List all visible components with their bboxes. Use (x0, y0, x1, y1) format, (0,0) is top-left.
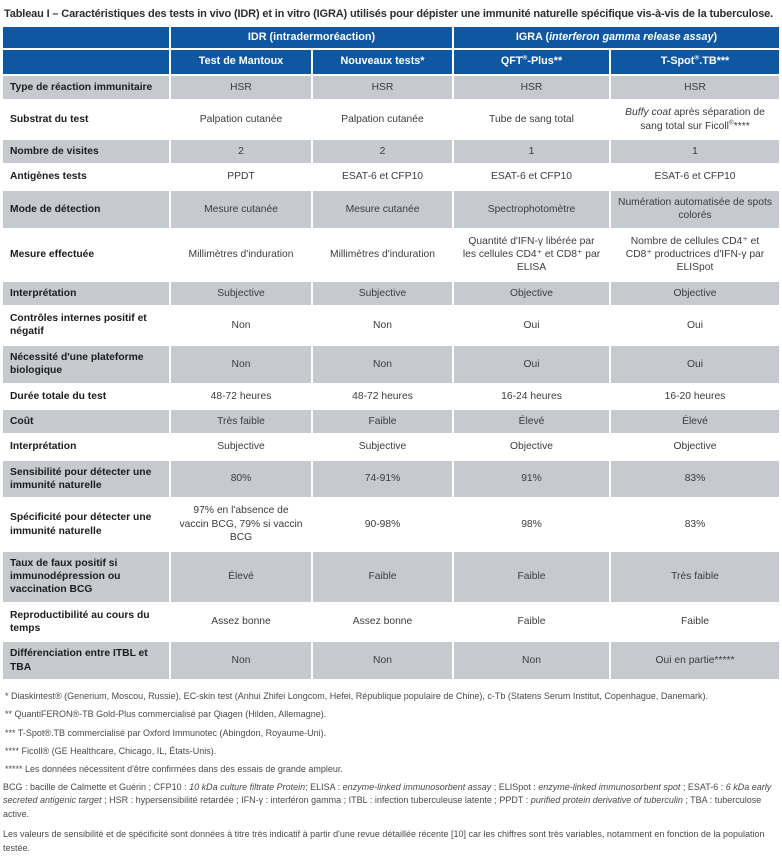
text-segment: Buffy coat (625, 107, 671, 119)
table-body (3, 76, 779, 681)
table-cell: Faible (313, 410, 454, 435)
closing-note: Les valeurs de sensibilité et de spécificité sont données à titre très indicatif à partir d'une revue détaillée récente [10] car les chiffres sont très variables, notamment en fonction de la population testée. (3, 829, 765, 853)
comparison-table (3, 27, 779, 681)
table-row (3, 282, 779, 307)
table-cell: Oui (611, 346, 779, 385)
table-cell: Oui (454, 307, 611, 346)
corner-cell-2 (3, 50, 171, 75)
table-cell: Très faible (611, 552, 779, 604)
row-label: Contrôles internes positif et négatif (3, 307, 171, 346)
table-row (3, 307, 779, 346)
row-label: Type de réaction immunitaire (3, 76, 171, 101)
table-cell: 1 (454, 140, 611, 165)
row-label: Nécessité d'une plateforme biologique (3, 346, 171, 385)
text-segment: .TB*** (699, 55, 730, 68)
table-cell: 97% en l'absence de vaccin BCG, 79% si vaccin BCG (171, 499, 313, 551)
text-segment: ; ELISpot : (491, 781, 539, 792)
table-cell: Objective (611, 435, 779, 460)
text-segment: QFT (500, 55, 523, 68)
table-row (3, 165, 779, 190)
footnote: *** T-Spot®.TB commercialisé par Oxford Immunotec (Abingdon, Royaume-Uni). (5, 727, 327, 738)
table-row (3, 140, 779, 165)
text-segment: **** (733, 120, 750, 132)
table-row (3, 461, 779, 500)
table-cell: Mesure cutanée (171, 191, 313, 230)
text-segment: enzyme-linked immunosorbent assay (342, 781, 492, 792)
table-cell: Objective (611, 282, 779, 307)
table-cell: Spectrophotomètre (454, 191, 611, 230)
table-cell: Non (313, 307, 454, 346)
table-cell: Faible (454, 604, 611, 643)
table-cell: Élevé (171, 552, 313, 604)
table-cell: Subjective (313, 282, 454, 307)
table-cell: HSR (611, 76, 779, 101)
table-cell: 80% (171, 461, 313, 500)
table-cell: Élevé (611, 410, 779, 435)
text-segment: purified protein derivative of tuberculin (530, 795, 683, 806)
table-title: Tableau I – Caractéristiques des tests in vivo (IDR) et in vitro (IGRA) utilisés pour dépister une immunité naturelle spécifique vis-à-vis de la tuberculose. (4, 8, 774, 20)
text-segment: ® (522, 54, 528, 62)
table-cell: HSR (171, 76, 313, 101)
abbreviations-legend (3, 781, 779, 822)
table-cell: 1 (611, 140, 779, 165)
table-cell: Palpation cutanée (171, 101, 313, 140)
row-label: Nombre de visites (3, 140, 171, 165)
row-label: Durée totale du test (3, 385, 171, 410)
footnote: ** QuantiFERON®-TB Gold-Plus commercialisé par Qiagen (Hilden, Allemagne). (5, 709, 327, 720)
table-cell: ESAT-6 et CFP10 (313, 165, 454, 190)
text-segment: IGRA ( (515, 31, 550, 43)
col-header-nouveaux-tests: Nouveaux tests* (313, 50, 454, 75)
table-cell: 83% (611, 461, 779, 500)
table-row (3, 410, 779, 435)
table-cell: Non (171, 307, 313, 346)
table-row (3, 346, 779, 385)
table-cell: Oui (611, 307, 779, 346)
table-cell: Oui en partie***** (611, 642, 779, 681)
table-cell: Subjective (171, 435, 313, 460)
table-cell: Numération automatisée de spots colorés (611, 191, 779, 230)
text-segment: 6 kDa early secreted antigenic target (3, 781, 772, 806)
text-segment: ; HSR : hypersensibilité retardée ; IFN-γ : interféron gamma ; ITBL : infection tuberculeuse latente ; PPDT : (101, 795, 531, 806)
table-cell: Très faible (171, 410, 313, 435)
table-cell: Objective (454, 282, 611, 307)
table-cell: 83% (611, 499, 779, 551)
col-header-tspot-tb (611, 50, 779, 75)
row-label: Spécificité pour détecter une immunité naturelle (3, 499, 171, 551)
text-segment: T-Spot (660, 55, 695, 68)
row-label: Mode de détection (3, 191, 171, 230)
table-cell: HSR (454, 76, 611, 101)
table-cell: PPDT (171, 165, 313, 190)
group-header-igra (454, 27, 779, 50)
row-label: Coût (3, 410, 171, 435)
table-cell: 48-72 heures (313, 385, 454, 410)
table-cell: Non (313, 346, 454, 385)
table-row (3, 230, 779, 282)
table-cell: Subjective (313, 435, 454, 460)
table-cell: 16-20 heures (611, 385, 779, 410)
table-cell: HSR (313, 76, 454, 101)
table-row (3, 499, 779, 551)
text-segment: ; ESAT-6 : (680, 781, 726, 792)
table-row (3, 435, 779, 460)
row-label: Substrat du test (3, 101, 171, 140)
table-cell: Tube de sang total (454, 101, 611, 140)
table-cell: Millimètres d'induration (313, 230, 454, 282)
table-cell: ESAT-6 et CFP10 (611, 165, 779, 190)
footnotes (3, 681, 779, 775)
row-label: Interprétation (3, 282, 171, 307)
table-cell: Non (454, 642, 611, 681)
table-cell (611, 101, 779, 140)
table-cell: Assez bonne (313, 604, 454, 643)
text-segment: ) (713, 31, 718, 43)
table-cell: 90-98% (313, 499, 454, 551)
table-cell: 74-91% (313, 461, 454, 500)
row-label: Différenciation entre ITBL et TBA (3, 642, 171, 681)
table-cell: Oui (454, 346, 611, 385)
table-cell: Élevé (454, 410, 611, 435)
table-cell: 91% (454, 461, 611, 500)
text-segment: BCG : bacille de Calmette et Guérin ; CFP10 : (3, 781, 190, 792)
row-label: Taux de faux positif si immunodépression ou vaccination BCG (3, 552, 171, 604)
table-cell: Palpation cutanée (313, 101, 454, 140)
table-cell: 16-24 heures (454, 385, 611, 410)
group-header-row (3, 27, 779, 50)
table-cell: ESAT-6 et CFP10 (454, 165, 611, 190)
text-segment: après séparation de sang total sur Ficoll (640, 107, 765, 132)
row-label: Sensibilité pour détecter une immunité naturelle (3, 461, 171, 500)
text-segment: ® (728, 119, 734, 127)
table-row (3, 642, 779, 681)
row-label: Reproductibilité au cours du temps (3, 604, 171, 643)
table-cell: Faible (454, 552, 611, 604)
table-cell: Non (171, 346, 313, 385)
row-label: Antigènes tests (3, 165, 171, 190)
table-cell: 48-72 heures (171, 385, 313, 410)
corner-cell (3, 27, 171, 50)
table-row (3, 604, 779, 643)
footnote: ***** Les données nécessitent d'être confirmées dans des essais de grande ampleur. (5, 763, 343, 774)
table-cell: Subjective (171, 282, 313, 307)
group-header-idr (171, 27, 454, 50)
table-row (3, 552, 779, 604)
table-cell: Millimètres d'induration (171, 230, 313, 282)
table-cell: 2 (171, 140, 313, 165)
text-segment: ; TBA : tuberculose active. (3, 795, 762, 819)
table-cell: Quantité d'IFN-γ libérée par les cellules CD4⁺ et CD8⁺ par ELISA (454, 230, 611, 282)
table-row (3, 385, 779, 410)
text-segment: 10 kDa culture filtrate Protein (189, 781, 306, 792)
text-segment: ® (694, 54, 700, 62)
row-label: Mesure effectuée (3, 230, 171, 282)
table-cell: Objective (454, 435, 611, 460)
table-cell: Nombre de cellules CD4⁺ et CD8⁺ productrices d'IFN-γ par ELISpot (611, 230, 779, 282)
table-row (3, 191, 779, 230)
footnote: * Diaskintest® (Generium, Moscou, Russie), EC-skin test (Anhui Zhifei Longcom, Hefei, République populaire de Chine), c-Tb (Statens Serum Institut, Copenhague, Danemark). (5, 691, 708, 702)
table-row (3, 101, 779, 140)
text-segment: IDR (intradermoréaction) (247, 31, 376, 43)
table-cell: Assez bonne (171, 604, 313, 643)
col-header-qft-plus (454, 50, 611, 75)
table-cell: Faible (611, 604, 779, 643)
table-cell: Non (171, 642, 313, 681)
table-cell: Faible (313, 552, 454, 604)
col-header-mantoux: Test de Mantoux (171, 50, 313, 75)
table-cell: 98% (454, 499, 611, 551)
footnote: **** Ficoll® (GE Healthcare, Chicago, IL, États-Unis). (5, 745, 217, 756)
text-segment: -Plus** (527, 55, 563, 68)
table-cell: Mesure cutanée (313, 191, 454, 230)
table-cell: Non (313, 642, 454, 681)
table-cell: 2 (313, 140, 454, 165)
text-segment: enzyme-linked immunosorbent spot (538, 781, 681, 792)
text-segment: interferon gamma release assay (549, 31, 714, 43)
row-label: Interprétation (3, 435, 171, 460)
table-row (3, 76, 779, 101)
text-segment: ; ELISA : (305, 781, 343, 792)
column-header-row (3, 50, 779, 75)
